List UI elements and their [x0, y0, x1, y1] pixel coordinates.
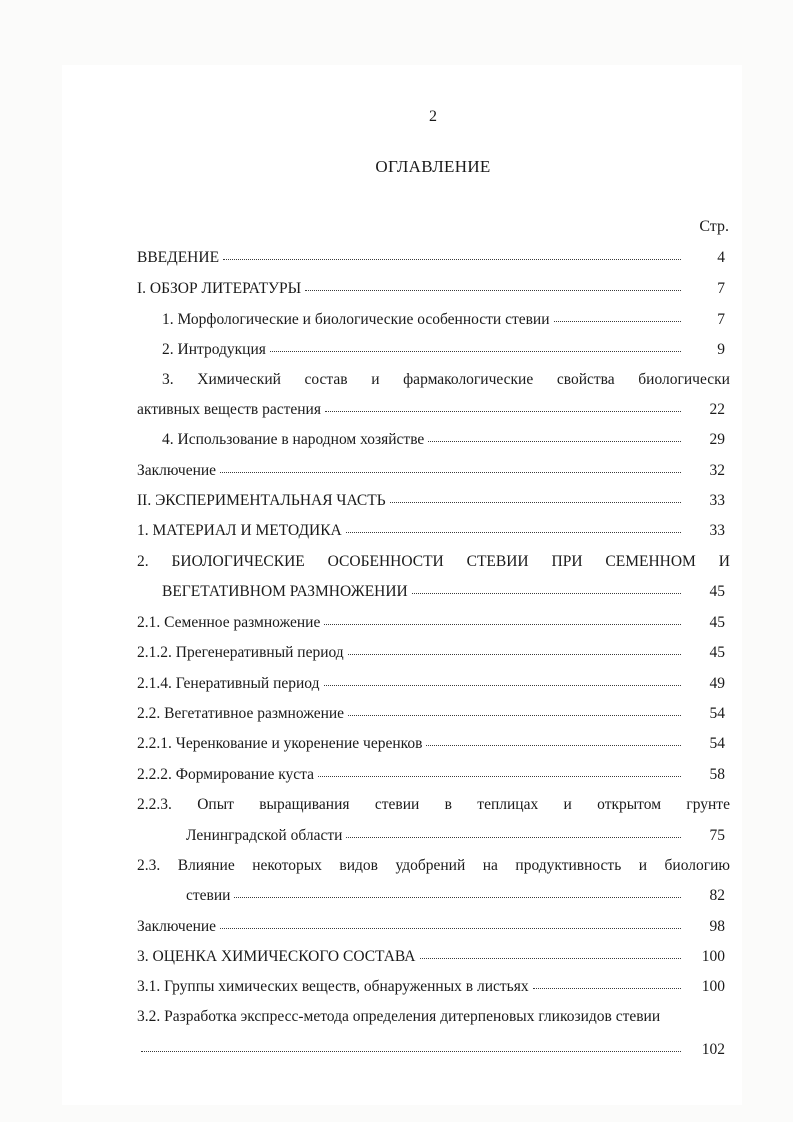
word: и [563, 796, 572, 813]
toc-entry-label: I. ОБЗОР ЛИТЕРАТУРЫ [137, 280, 302, 297]
toc-entry-first-line [162, 370, 730, 390]
toc-leader-dots [428, 429, 681, 442]
toc-leader-dots [554, 309, 681, 322]
word: биологию [664, 857, 730, 874]
word: Опыт [197, 796, 234, 813]
toc-leader-dots [220, 916, 681, 929]
word: на [482, 857, 498, 874]
toc-leader-dots [141, 1039, 681, 1052]
toc-entry-page: 100 [701, 948, 725, 965]
toc-entry [162, 582, 725, 602]
toc-entry-page: 9 [717, 341, 725, 358]
toc-entry-page: 29 [709, 431, 725, 448]
word: некоторых [252, 857, 322, 874]
toc-entry-page: 7 [717, 280, 725, 297]
word: биологически [638, 371, 730, 388]
toc-entry-page: 49 [709, 675, 725, 692]
toc-entry [162, 340, 725, 360]
toc-entry [137, 1040, 725, 1060]
toc-entry-label: ВВЕДЕНИЕ [137, 249, 220, 266]
toc-leader-dots [412, 581, 681, 594]
toc-entry-label: ВЕГЕТАТИВНОМ РАЗМНОЖЕНИИ [162, 583, 408, 600]
toc-entry-label: 2.2.2. Формирование куста [137, 766, 314, 783]
toc-leader-dots [346, 520, 681, 533]
word: продуктивность [515, 857, 622, 874]
toc-leader-dots [318, 764, 681, 777]
word: состав [304, 371, 348, 388]
word: стевии [374, 796, 420, 813]
toc-entry-label: 3.1. Группы химических веществ, обнаруженных в листьях [137, 978, 529, 995]
toc-entry-label: 2.2. Вегетативное размножение [137, 705, 345, 722]
word: фармакологические [403, 371, 534, 388]
toc-leader-dots [348, 703, 681, 716]
toc-entry-label: 3. ОЦЕНКА ХИМИЧЕСКОГО СОСТАВА [137, 948, 416, 965]
toc-entry-label: Заключение [137, 462, 217, 479]
toc-leader-dots [533, 976, 681, 989]
toc-entry-page: 45 [709, 583, 725, 600]
toc-entry-label: 1. Морфологические и биологические особенности стевии [162, 311, 550, 328]
word: и [371, 371, 380, 388]
toc-entry [137, 279, 725, 299]
toc-entry-first-line: 3.2. Разработка экспресс-метода определения дитерпеновых гликозидов стевии [137, 1008, 661, 1025]
word: видов [339, 857, 378, 874]
toc-entry-page: 58 [709, 766, 725, 783]
toc-entry-label: 1. МАТЕРИАЛ И МЕТОДИКА [137, 522, 342, 539]
toc-leader-dots [325, 399, 681, 412]
word: свойства [556, 371, 615, 388]
toc-entry [137, 248, 725, 268]
word: СЕМЕННОМ [605, 553, 696, 570]
toc-entry [162, 310, 725, 330]
toc-entry-label: 4. Использование в народном хозяйстве [162, 431, 425, 448]
toc-entry-first-line [137, 552, 730, 572]
toc-entry [137, 461, 725, 481]
toc-entry-page: 4 [717, 249, 725, 266]
toc-entry-page: 22 [709, 401, 725, 418]
toc-entry [137, 521, 725, 541]
toc-leader-dots [223, 247, 681, 260]
toc-leader-dots [305, 278, 681, 291]
word: Химический [197, 371, 281, 388]
toc-leader-dots [324, 612, 681, 625]
toc-entry-label: 2.1.2. Прегенеративный период [137, 644, 344, 661]
toc-entry [137, 917, 725, 937]
toc-entry-label: 2. Интродукция [162, 341, 266, 358]
word: и [638, 857, 648, 874]
toc-entry-page: 54 [709, 705, 725, 722]
toc-leader-dots [390, 490, 681, 503]
word: 2.2.3. [137, 796, 172, 813]
toc-entry-first-line [137, 856, 730, 876]
toc-entry [137, 765, 725, 785]
word: открытом [597, 796, 662, 813]
toc-entry-page: 45 [709, 644, 725, 661]
toc-leader-dots [426, 733, 681, 746]
word: БИОЛОГИЧЕСКИЕ [171, 553, 305, 570]
word: 2. [137, 553, 149, 570]
toc-entry-label: стевии [186, 887, 231, 904]
toc-leader-dots [234, 885, 681, 898]
toc-entry [137, 491, 725, 511]
toc-entry-page: 82 [709, 887, 725, 904]
toc-entry-page: 32 [709, 462, 725, 479]
toc-entry [137, 734, 725, 754]
word: 2.3. [137, 857, 161, 874]
toc-entry-page: 54 [709, 735, 725, 752]
toc-leader-dots [346, 825, 681, 838]
toc-entry-label: 2.1. Семенное размножение [137, 614, 321, 631]
toc-entry [137, 613, 725, 633]
toc-entry-page: 33 [709, 522, 725, 539]
word: удобрений [395, 857, 466, 874]
toc-entry-page: 102 [701, 1041, 725, 1058]
toc-entry-page: 98 [709, 918, 725, 935]
toc-entry-page: 45 [709, 614, 725, 631]
toc-leader-dots [220, 460, 681, 473]
word: 3. [162, 371, 174, 388]
toc-leader-dots [270, 339, 681, 352]
toc-entry [137, 643, 725, 663]
toc-entry [186, 826, 725, 846]
toc-entry-label: 2.1.4. Генеративный период [137, 675, 320, 692]
word: в [444, 796, 452, 813]
word: выращивания [259, 796, 350, 813]
toc-entry [137, 947, 725, 967]
toc-entry [137, 400, 725, 420]
toc-entry-page: 7 [717, 311, 725, 328]
toc-entry-label: Ленинградской области [186, 827, 343, 844]
word: Влияние [177, 857, 235, 874]
toc-entry [137, 674, 725, 694]
page-title: ОГЛАВЛЕНИЕ [375, 157, 491, 176]
toc-leader-dots [420, 946, 682, 959]
toc-entry-label: 2.2.1. Черенкование и укоренение черенков [137, 735, 423, 752]
toc-entry-label: II. ЭКСПЕРИМЕНТАЛЬНАЯ ЧАСТЬ [137, 492, 386, 509]
word: грунте [686, 796, 730, 813]
toc-entry-first-line [137, 795, 730, 815]
page-column-label: Стр. [699, 218, 729, 235]
toc-entry-page: 75 [709, 827, 725, 844]
word: ПРИ [551, 553, 583, 570]
toc-entry [186, 886, 725, 906]
toc-entry [137, 704, 725, 724]
toc-leader-dots [324, 673, 682, 686]
toc-entry [137, 977, 725, 997]
toc-entry-page: 100 [701, 978, 725, 995]
toc-entry-page: 33 [709, 492, 725, 509]
toc-leader-dots [348, 642, 681, 655]
word: теплицах [477, 796, 539, 813]
toc-entry [162, 430, 725, 450]
page-number: 2 [429, 108, 437, 125]
word: И [718, 553, 730, 570]
word: СТЕВИИ [466, 553, 529, 570]
word: ОСОБЕННОСТИ [327, 553, 444, 570]
toc-entry-label: активных веществ растения [137, 401, 321, 418]
toc-entry-label: Заключение [137, 918, 217, 935]
